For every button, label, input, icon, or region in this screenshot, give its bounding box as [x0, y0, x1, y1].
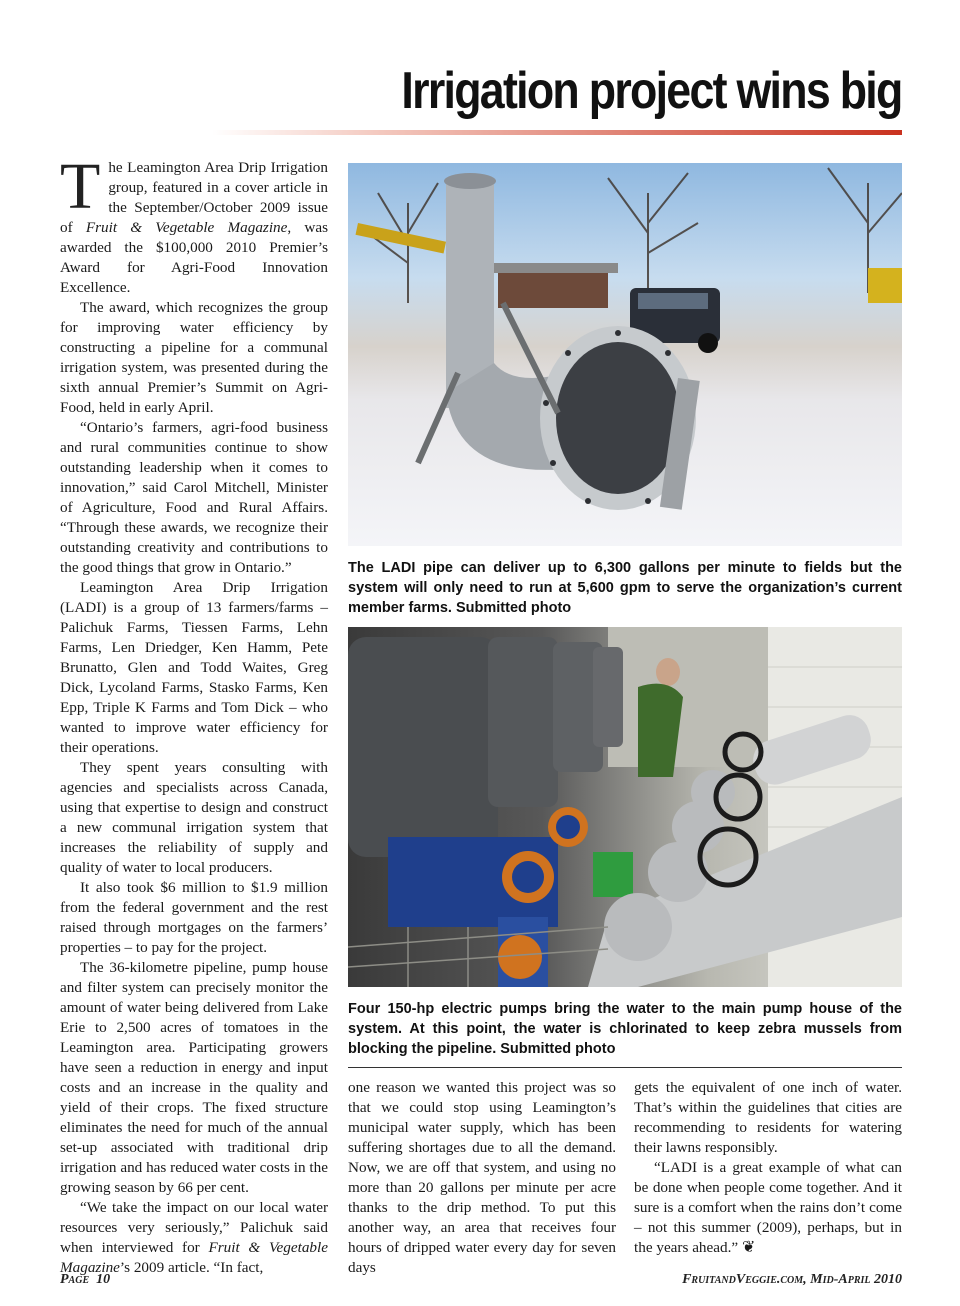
- paragraph-3: “Ontario’s farmers, agri-food business and rural communities continue to show outstanding leadership when it comes to innovation,” said Carol Mitchell, Minister of Agriculture, Food and Rural Affairs. “Through these awards, we recognize their outstanding creativity and contributions to the good things that grow in Ontario.”: [60, 419, 328, 576]
- drop-cap: T: [60, 150, 101, 223]
- pump-photo-caption: Four 150-hp electric pumps bring the water to the main pump house of the system. At this point, the water is chlorinated to keep zebra mussels from blocking the pipeline. Submitted photo: [348, 1001, 902, 1057]
- pipe-photo-drawing: [348, 163, 902, 546]
- paragraph-9: one reason we wanted this project was so that we could stop using Leamington’s municipal water supply, which has been suffering shortages due to all the demand. Now, we are off that system, and using no more than 20 gallons per minute per acre thanks to the drip method. To put this another way, an area that receives four hours of dripped water every day for seven days: [348, 1079, 616, 1276]
- end-mark-icon: ❦: [741, 1239, 756, 1256]
- paragraph-6: It also took $6 million to $1.9 million from the federal government and the rest raised through mortgages on the farmers’ properties – to pay for the project.: [60, 879, 328, 956]
- caption-divider: [348, 1067, 902, 1068]
- paragraph-1: The Leamington Area Drip Irrigation group, featured in a cover article in the September/October 2009 issue of Fruit & Vegetable Magazine, was awarded the $100,000 2010 Premier’s Award for Agri-Food Innovation Excellence.: [60, 150, 328, 296]
- article-column-2: [348, 1078, 616, 1278]
- headline: Irrigation project wins big: [401, 62, 902, 120]
- page-footer-number: Page 10: [60, 1272, 111, 1287]
- paragraph-5: They spent years consulting with agencies and specialists across Canada, using that expertise to design and construct a new communal irrigation system that increases the reliability of supply and quality of water to local producers.: [60, 759, 328, 876]
- paragraph-8: “We take the impact on our local water resources very seriously,” Palichuk said when interviewed for Fruit & Vegetable Magazine’s 2009 article. “In fact,: [60, 1199, 328, 1276]
- page-footer-publication: FruitandVeggie.com, Mid-April 2010: [682, 1272, 902, 1287]
- pump-house-drawing: [348, 627, 902, 987]
- pipe-photo-caption: The LADI pipe can deliver up to 6,300 gallons per minute to fields but the system will only need to run at 5,600 gpm to serve the organization’s current member farms. Submitted photo: [348, 560, 902, 616]
- paragraph-7: The 36-kilometre pipeline, pump house and filter system can precisely monitor the amount of water being delivered from Lake Erie to 2,500 acres of tomatoes in the Leamington area. Participating growers have seen a reduction in energy and input costs and an increase in the quality and yield of their crops. The fixed structure eliminates the need for much of the annual set-up associated with traditional drip irrigation and has reduced water costs in the growing season by 66 per cent.: [60, 959, 328, 1196]
- paragraph-2: The award, which recognizes the group for improving water efficiency by constructing a pipeline for a communal irrigation system, was presented during the sixth annual Premier’s Summit on Agri-Food, held in early April.: [60, 299, 328, 416]
- paragraph-4: Leamington Area Drip Irrigation (LADI) is a group of 13 farmers/farms – Palichuk Farms, Tiessen Farms, Lehn Farms, Len Driedger, Ken Hamm, Pete Brunatto, Glen and Todd Waites, Greg Dick, Lycoland Farms, Stasko Farms, Ken Epp, Triple K Farms and Tom Dick – who wanted to improve water efficiency for their operations.: [60, 579, 328, 756]
- article-column-1: [60, 150, 328, 1278]
- paragraph-10: gets the equivalent of one inch of water. That’s within the guidelines that cities are recommending to residents for watering their lawns responsibly.: [634, 1079, 902, 1156]
- paragraph-11: “LADI is a great example of what can be done when people come together. And it sure is a comfort when the rains don’t come – not this summer (2009), perhaps, but in the years ahead.” ❦: [634, 1159, 902, 1256]
- pipe-photo: [348, 163, 902, 546]
- pump-house-photo: [348, 627, 902, 987]
- headline-rule: [212, 130, 902, 135]
- article-column-3: [634, 1078, 902, 1258]
